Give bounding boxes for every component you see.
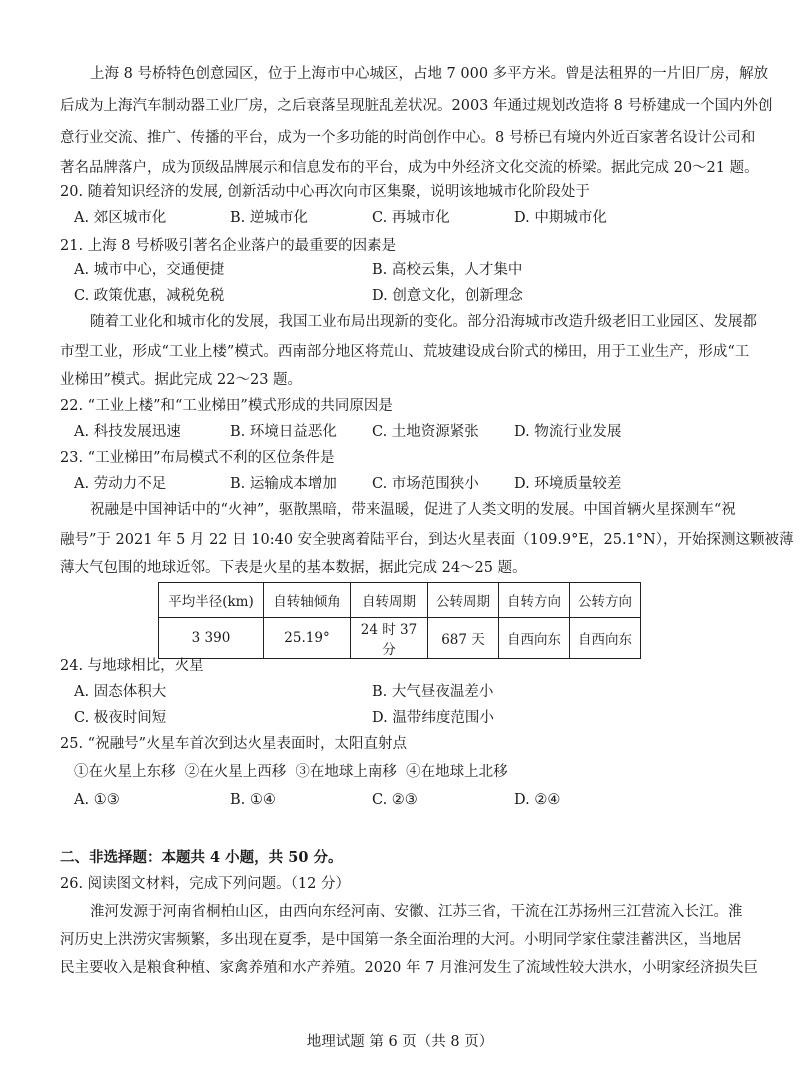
q24-option-b: B. 大气昼夜温差小	[372, 684, 494, 700]
q22-option-d: D. 物流行业发展	[514, 424, 622, 440]
table-row	[159, 618, 641, 659]
table-header-cell: 公转方向	[570, 583, 641, 618]
q21-option-b: B. 高校云集，人才集中	[372, 262, 523, 278]
q20-option-b: B. 逆城市化	[230, 210, 308, 226]
question-26-line-3: 民主要收入是粮食种植、家禽养殖和水产养殖。2020 年 7 月淮河发生了流域性较大洪水，小明家经济损失巨	[60, 960, 758, 976]
question-26-line-1: 淮河发源于河南省桐柏山区，由西向东经河南、安徽、江苏三省，干流在江苏扬州三江营流入长江。淮	[90, 904, 743, 920]
q24-option-a: A. 固态体积大	[74, 684, 167, 700]
table-cell: 3 390	[159, 618, 264, 659]
passage-1-line-4: 著名品牌落户，成为顶级品牌展示和信息发布的平台，成为中外经济文化交流的桥梁。据此完成 20～21 题。	[60, 160, 759, 176]
q22-option-c: C. 土地资源紧张	[372, 424, 479, 440]
q25-option-b: B. ①④	[230, 792, 276, 808]
q25-option-a: A. ①③	[74, 792, 120, 808]
passage-3-line-3: 薄大气包围的地球近邻。下表是火星的基本数据，据此完成 24～25 题。	[60, 560, 527, 576]
q25-option-d: D. ②④	[514, 792, 561, 808]
passage-2-line-2: 市型工业，形成“工业上楼”模式。西南部分地区将荒山、荒坡建设成台阶式的梯田，用于工业生产，形成“工	[60, 344, 750, 360]
q20-option-a: A. 郊区城市化	[74, 210, 167, 226]
table-cell: 24 时 37 分	[351, 618, 428, 659]
q25-option-c: C. ②③	[372, 792, 418, 808]
q23-option-a: A. 劳动力不足	[74, 476, 167, 492]
q24-option-d: D. 温带纬度范围小	[372, 710, 494, 726]
section-2-title: 二、非选择题：本题共 4 小题，共 50 分。	[60, 849, 343, 866]
question-25-choices: ①在火星上东移 ②在火星上西移 ③在地球上南移 ④在地球上北移	[74, 764, 508, 780]
passage-2-line-3: 业梯田”模式。据此完成 22～23 题。	[60, 372, 303, 388]
table-cell: 自西向东	[499, 618, 570, 659]
table-header-row	[159, 583, 641, 618]
q21-option-a: A. 城市中心，交通便捷	[74, 262, 225, 278]
q22-option-a: A. 科技发展迅速	[74, 424, 181, 440]
passage-1-line-1: 上海 8 号桥特色创意园区，位于上海市中心城区，占地 7 000 多平方米。曾是法租界的一片旧厂房，解放	[90, 66, 769, 82]
question-26-line-2: 河历史上洪涝灾害频繁，多出现在夏季，是中国第一条全面治理的大河。小明同学家住蒙洼蓄洪区，当地居	[60, 932, 742, 948]
passage-3-line-1: 祝融是中国神话中的“火神”，驱散黑暗，带来温暖，促进了人类文明的发展。中国首辆火星探测车“祝	[90, 502, 736, 518]
table-cell: 687 天	[428, 618, 499, 659]
table-cell: 25.19°	[264, 618, 351, 659]
question-25-stem: 25. “祝融号”火星车首次到达火星表面时，太阳直射点	[60, 736, 407, 752]
page-footer: 地理试题 第 6 页（共 8 页）	[306, 1034, 494, 1050]
q20-option-d: D. 中期城市化	[514, 210, 607, 226]
question-22-stem: 22. “工业上楼”和“工业梯田”模式形成的共同原因是	[60, 398, 393, 414]
mars-data-table	[158, 582, 641, 659]
q23-option-c: C. 市场范围狭小	[372, 476, 479, 492]
passage-3-line-2: 融号”于 2021 年 5 月 22 日 10:40 安全驶离着陆平台，到达火星表面（109.9°E，25.1°N），开始探测这颗被薄	[60, 532, 794, 548]
question-23-stem: 23. “工业梯田”布局模式不利的区位条件是	[60, 450, 335, 466]
table-header-cell: 公转周期	[428, 583, 499, 618]
question-21-stem: 21. 上海 8 号桥吸引著名企业落户的最重要的因素是	[60, 238, 397, 254]
q23-option-d: D. 环境质量较差	[514, 476, 622, 492]
passage-1-line-3: 意行业交流、推广、传播的平台，成为一个多功能的时尚创作中心。8 号桥已有境内外近百家著名设计公司和	[60, 130, 756, 146]
q23-option-b: B. 运输成本增加	[230, 476, 337, 492]
question-24-stem: 24. 与地球相比，火星	[60, 658, 204, 674]
table-header-cell: 自转周期	[351, 583, 428, 618]
q22-option-b: B. 环境日益恶化	[230, 424, 337, 440]
table-header-cell: 自转轴倾角	[264, 583, 351, 618]
q21-option-c: C. 政策优惠，减税免税	[74, 288, 225, 304]
table-cell: 自西向东	[570, 618, 641, 659]
table-header-cell: 平均半径(km)	[159, 583, 264, 618]
question-26-stem: 26. 阅读图文材料，完成下列问题。（12 分）	[60, 876, 350, 892]
passage-2-line-1: 随着工业化和城市化的发展，我国工业布局出现新的变化。部分沿海城市改造升级老旧工业园区、发展都	[90, 314, 757, 330]
table-header-cell: 自转方向	[499, 583, 570, 618]
question-20-stem: 20. 随着知识经济的发展, 创新活动中心再次向市区集聚，说明该地城市化阶段处于	[60, 184, 590, 200]
q21-option-d: D. 创意文化，创新理念	[372, 288, 523, 304]
q20-option-c: C. 再城市化	[372, 210, 450, 226]
q24-option-c: C. 极夜时间短	[74, 710, 167, 726]
passage-1-line-2: 后成为上海汽车制动器工业厂房，之后衰落呈现脏乱差状况。2003 年通过规划改造将 8 号桥建成一个国内外创	[60, 98, 773, 114]
